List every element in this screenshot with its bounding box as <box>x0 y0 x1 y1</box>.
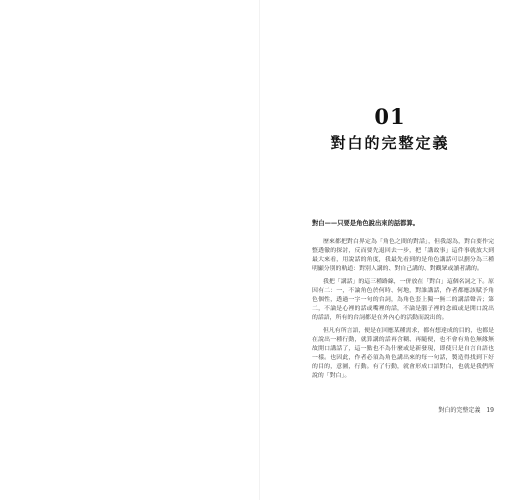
paragraph: 但凡有所言語，便是在回應某種需求，都有想達成的目的，也都是在說出一種行動，就算講的話再含糊、再隨便，也不會有角色無緣無故開口講話了，這一點也不為什麼或是新發現，即使只是自言自語也一樣。也因此，作者必須為角色講出來的每一句話，製造得找到下好的目的，意圖，行動。有了行動，就會形成口語對白，也就是我們所說的「對白」。 <box>312 327 494 380</box>
chapter-number: 01 <box>374 104 406 129</box>
page-number: 19 <box>486 407 494 414</box>
chapter-title: 對白的完整定義 <box>330 134 450 152</box>
epigraph: 對白——只要是角色說出來的話都算。 <box>312 220 420 227</box>
page-footer <box>438 405 494 414</box>
paragraph: 歷來都把對白界定為「角色之間的對話」，但我認為，對白要作完整透徹的探討，反而要先退回去一步，把「講故事」這件事就放大到最大來看，用說話的角度，我最先看到的是角色講話可以劃分為三種明顯分別的軌道：對別人講的、對自己講的、對觀眾或讀者講的。 <box>312 239 494 273</box>
running-title: 對白的完整定義 <box>438 407 481 414</box>
body-text <box>312 238 494 385</box>
right-page <box>260 0 520 500</box>
paragraph: 我把「講話」的這三種路線，一併放在「對白」這個名詞之下。原因有二：一，不論角色於何時、何地，對誰講話，作者都應該賦予角色個性，透過一字一句的台詞，為角色套上獨一無二的講話聲音；第二，不論是心裡的話或嘴裡的話，不論是腦子裡的念頭或是開口說出的話語，所有的台詞都是在外內心的活動而說出的。 <box>312 278 494 322</box>
